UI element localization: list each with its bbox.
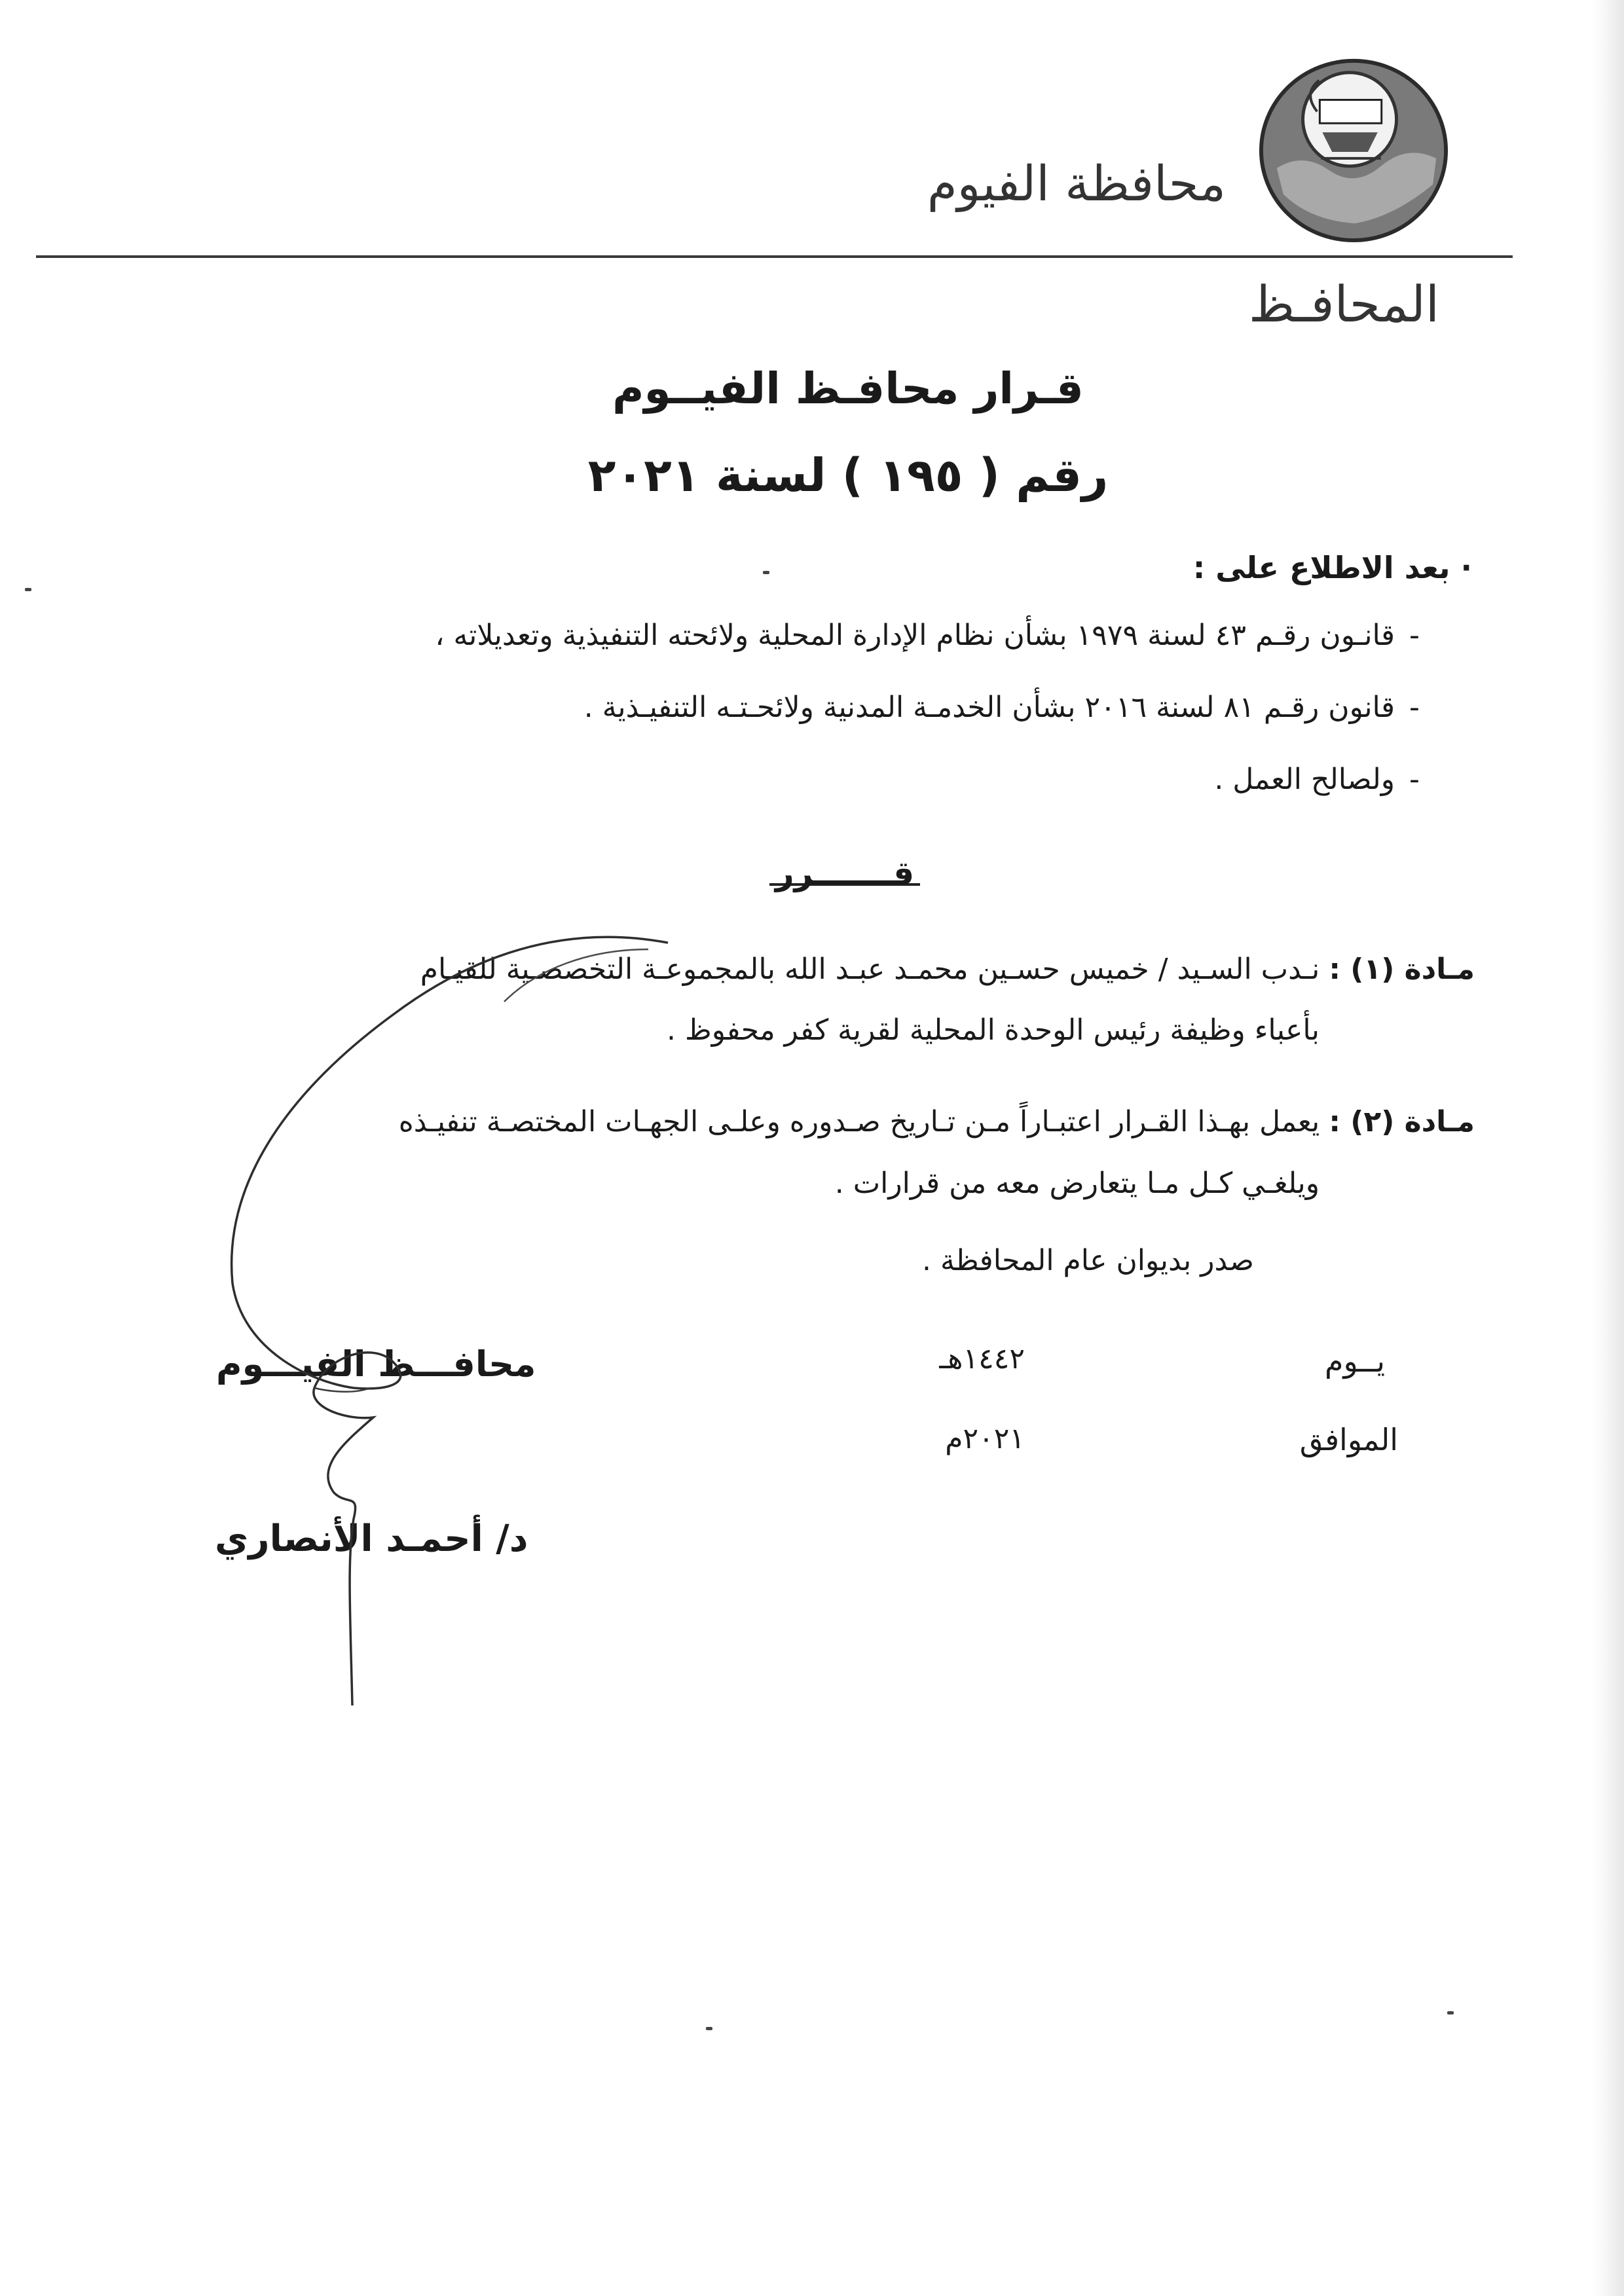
article-2: [399, 1105, 1475, 1139]
decree-title: قـرار محافـظ الفيــوم: [612, 363, 1084, 414]
scan-edge: [1593, 0, 1624, 2296]
handwritten-signature: [196, 930, 720, 1715]
day-label: يــوم: [1325, 1343, 1385, 1379]
hijri-year: ١٤٤٢هـ: [939, 1342, 1025, 1376]
article-1: [420, 953, 1475, 986]
article-1-line-1: نـدب السـيد / خميس حسـين محمـد عبـد الله بالمجموعـة التخصصـية للقيـام: [420, 953, 1320, 986]
gregorian-year: ٢٠٢١م: [945, 1422, 1025, 1455]
preamble-item-text: ولصالح العمل .: [1214, 763, 1395, 796]
governorate-name: محافظة الفيوم: [927, 156, 1226, 212]
header-divider: [36, 255, 1513, 258]
scan-speck: [1447, 2011, 1454, 2014]
signatory-name: د/ أحمـد الأنصاري: [215, 1518, 528, 1560]
decree-number: رقم ( ١٩٥ ) لسنة ٢٠٢١: [587, 448, 1109, 502]
article-2-line-1: يعمل بهـذا القـرار اعتبـاراً مـن تـاريخ صـدوره وعلـى الجهـات المختصـة تنفيـذه: [398, 1105, 1320, 1139]
signatory-title: محافـــظ الفيـــوم: [216, 1343, 536, 1385]
issued-statement: صدر بديوان عام المحافظة .: [922, 1244, 1254, 1277]
scan-speck: [763, 571, 769, 574]
preamble-item-text: قانون رقـم ٨١ لسنة ٢٠١٦ بشأن الخدمـة المدنية ولائحـتـه التنفيـذية .: [583, 691, 1395, 724]
article-1-line-2: بأعباء وظيفة رئيس الوحدة المحلية لقرية كفر محفوظ .: [667, 1013, 1320, 1047]
scan-speck: [25, 588, 31, 591]
scan-speck: [706, 2027, 712, 2030]
article-2-line-2: ويلغـي كـل مـا يتعارض معه من قرارات .: [834, 1167, 1320, 1200]
corresponding-label: الموافق: [1299, 1422, 1398, 1457]
preamble-heading: · بعد الاطلاع على :: [1192, 550, 1472, 585]
preamble-item: -قانون رقـم ٨١ لسنة ٢٠١٦ بشأن الخدمـة المدنية ولائحـتـه التنفيـذية .: [583, 691, 1420, 724]
decided-heading: قـــــــرر: [0, 854, 1624, 886]
article-2-label: مـادة (٢) :: [1329, 1105, 1475, 1139]
preamble-item: -قانـون رقـم ٤٣ لسنة ١٩٧٩ بشأن نظام الإدارة المحلية ولائحته التنفيذية وتعديلاته ،: [435, 619, 1420, 652]
preamble-item-text: قانـون رقـم ٤٣ لسنة ١٩٧٩ بشأن نظام الإدارة المحلية ولائحته التنفيذية وتعديلاته ،: [435, 619, 1395, 652]
article-1-label: مـادة (١) :: [1329, 953, 1475, 986]
preamble-item: -ولصالح العمل .: [1214, 763, 1420, 796]
office-label: المحافـظ: [1248, 275, 1439, 333]
preamble-heading-text: بعد الاطلاع على :: [1192, 550, 1450, 585]
governorate-emblem: [1257, 54, 1452, 244]
